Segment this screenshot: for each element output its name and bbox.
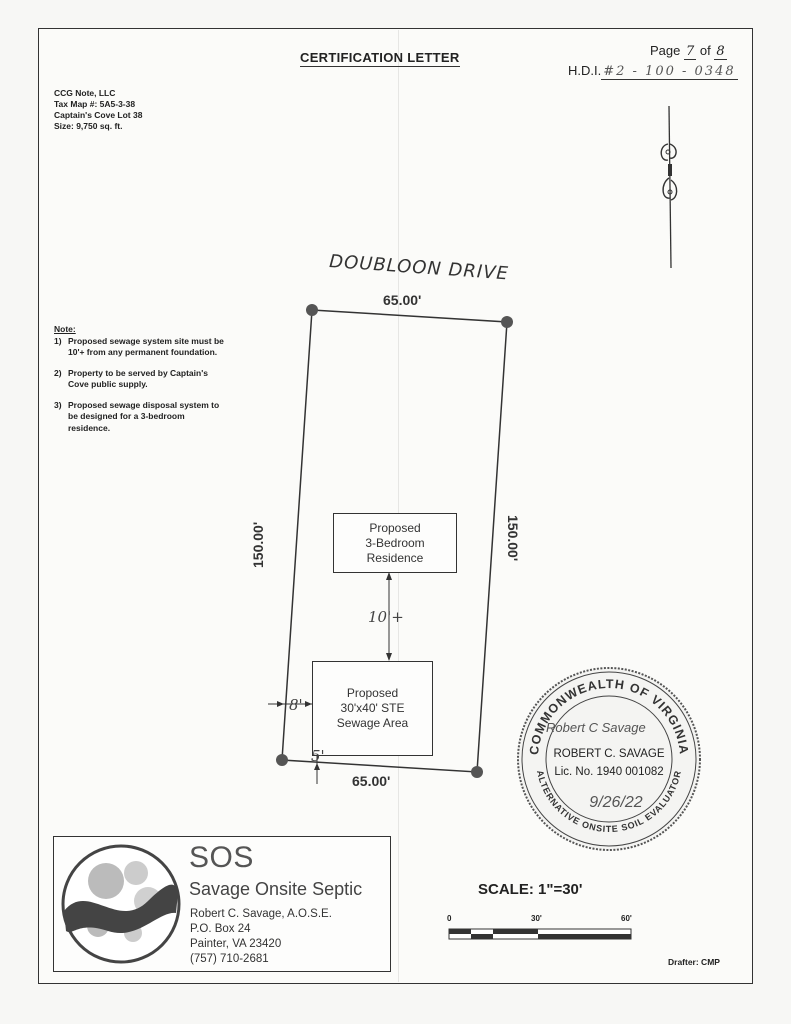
- scale-tick-60: 60': [621, 914, 632, 923]
- page-of: of: [699, 43, 711, 58]
- separation-label: 10'+: [368, 608, 404, 626]
- note-number: 2): [54, 367, 62, 378]
- note-number: 1): [54, 335, 62, 346]
- tax-map: Tax Map #: 5A5-3-38: [54, 99, 136, 109]
- lot-name: Captain's Cove Lot 38: [54, 110, 143, 120]
- document-title: CERTIFICATION LETTER: [300, 50, 460, 65]
- sewage-line: 30'x40' STE: [340, 701, 405, 715]
- seal-date: 9/26/22: [589, 794, 643, 811]
- note-number: 3): [54, 399, 62, 410]
- seal-name: ROBERT C. SAVAGE: [553, 748, 665, 760]
- scale-tick-30: 30': [531, 914, 542, 923]
- proposed-residence: [333, 513, 457, 573]
- corner-marker: [306, 304, 318, 316]
- owner-name: CCG Note, LLC: [54, 88, 116, 98]
- page-prefix: Page: [650, 43, 681, 58]
- note-text: Proposed sewage disposal system to be designed for a 3-bedroom residence.: [68, 399, 220, 433]
- company-contact: [190, 907, 332, 967]
- dimension-top: 65.00': [383, 292, 422, 308]
- sewage-line: Sewage Area: [336, 716, 409, 730]
- scale-label: SCALE: 1"=30': [478, 881, 583, 898]
- residence-line: Residence: [366, 550, 424, 565]
- street-name: DOUBLOON DRIVE: [328, 251, 510, 285]
- dimension-bottom: 65.00': [352, 773, 391, 789]
- company-name: Savage Onsite Septic: [189, 879, 363, 899]
- note-text: Proposed sewage system site must be 10'+ from any permanent foundation.: [68, 335, 224, 357]
- seal-license: Lic. No. 1940 001082: [554, 766, 664, 778]
- proposed-sewage-area: [312, 661, 433, 756]
- lot-size: Size: 9,750 sq. ft.: [54, 121, 123, 131]
- evaluator-seal: [516, 666, 702, 852]
- side-setback-label: 8': [289, 696, 303, 714]
- corner-marker: [501, 316, 513, 328]
- page-total: 8: [716, 44, 725, 59]
- corner-marker: [471, 766, 483, 778]
- seal-outer-bottom: ALTERNATIVE ONSITE SOIL EVALUATOR: [534, 769, 684, 834]
- company-logo-box: [53, 836, 391, 972]
- contact-city: Painter, VA 23420: [190, 938, 282, 950]
- drafter-label: Drafter: CMP: [668, 957, 720, 967]
- seal-signature-icon: Robert C Savage: [546, 720, 646, 735]
- hdi-label: H.D.I.: [568, 63, 602, 78]
- contact-name: Robert C. Savage, A.O.S.E.: [190, 908, 332, 920]
- residence-line: Proposed: [369, 520, 421, 535]
- company-short-name: SOS: [189, 841, 254, 874]
- page-number: 7: [686, 44, 695, 59]
- dimension-left: 150.00': [250, 521, 266, 568]
- scale-tick-0: 0: [447, 914, 452, 923]
- corner-marker: [276, 754, 288, 766]
- contact-po-box: P.O. Box 24: [190, 923, 251, 935]
- contact-phone: (757) 710-2681: [190, 953, 269, 965]
- seal-outer-top: COMMONWEALTH OF VIRGINIA: [527, 676, 691, 756]
- rear-setback-label: 5': [311, 747, 325, 765]
- notes-heading: Note:: [54, 324, 76, 334]
- hdi-number: #2 - 100 - 0348: [603, 64, 736, 79]
- dimension-right: 150.00': [505, 515, 521, 562]
- residence-line: 3-Bedroom: [365, 535, 425, 550]
- note-text: Property to be served by Captain's Cove public supply.: [68, 367, 208, 389]
- sewage-line: Proposed: [346, 686, 399, 700]
- sos-logo-icon: [58, 841, 184, 967]
- scale-bar: [448, 926, 634, 942]
